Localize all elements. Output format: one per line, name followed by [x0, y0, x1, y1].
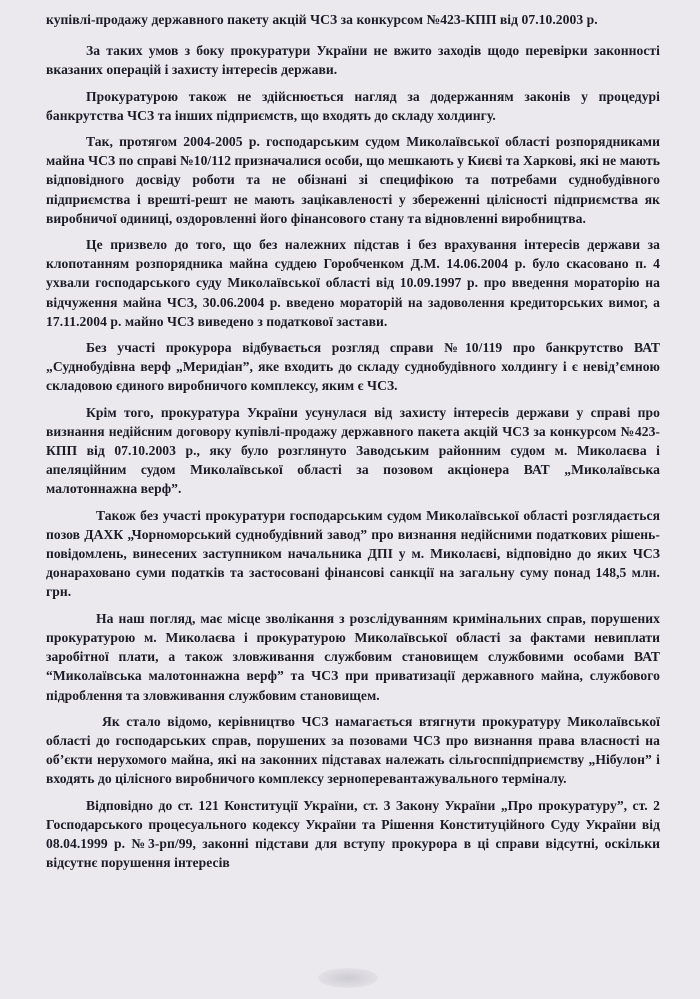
paragraph-11: Відповідно до ст. 121 Конституції України, ст. 3 Закону України „Про прокуратуру”, ст. 2 Господарського процесуального кодексу України та Рішення Конституційного Суду України від 08.04.1999 р. №3-рп/99, законні підстави для вступу прокурора в ці справи відсутні, оскільки відсутнє порушення інтересів: [46, 797, 660, 871]
paragraph-10: Як стало відомо, керівництво ЧСЗ намагається втягнути прокуратуру Миколаївської області до господарських справ, порушених за позовами ЧСЗ про визнання права власності на об’єкти нерухомого майна, які на законних підставах належать сільгосппідприємству „Нібулон” і входять до цілісного виробничого комплексу зерноперевантажувального терміналу.: [46, 713, 660, 787]
paragraph-9: На наш погляд, має місце зволікання з розслідуванням кримінальних справ, порушених прокуратурою м. Миколаєва і прокуратурою Миколаївської області за фактами невиплати заробітної плати, а також зловживання службовим становищем службовими особами ВАТ “Миколаївська малотоннажна верф” та ЧСЗ при приватизації державного майна, службового підроблення та зловживання службовим становищем.: [46, 610, 660, 703]
paragraph-8: Також без участі прокуратури господарським судом Миколаївської області розглядається позов ДАХК „Чорноморський суднобудівний завод” про визнання недійсними податкових рішень-повідомлень, винесених заступником начальника ДПІ у м. Миколаєві, відповідно до яких ЧСЗ донараховано суми податків та застосовані фінансові санкції на загальну суму понад 148,5 млн. грн.: [46, 507, 660, 600]
paragraph-4: Так, протягом 2004-2005 р. господарським судом Миколаївської області розпорядниками майна ЧСЗ по справі №10/112 призначалися особи, що мешкають у Києві та Харкові, які не мають відповідного досвіду роботи та не обізнані зі специфікою та потребами суднобудівного підприємства і врешті-решт не мають зацікавленості у збереженні цілісності підприємства як виробничої одиниці, оздоровленні його фінансового стану та відновленні виробництва.: [46, 134, 660, 226]
paragraph-7: Крім того, прокуратура України усунулася від захисту інтересів держави у справі про визнання недійсним договору купівлі-продажу державного пакета акцій ЧСЗ за конкурсом №423-КПП від 07.10.2003 р., яку було розглянуто Заводським районним судом м. Миколаєва і апеляційним судом Миколаївської області за позовом акціонера ВАТ „Миколаївська малотоннажна верф”.: [46, 404, 660, 497]
paragraph-1: купівлі-продажу державного пакету акцій ЧСЗ за конкурсом №423-КПП від 07.10.2003 р.: [46, 12, 598, 27]
paragraph-3: Прокуратурою також не здійснюється нагляд за додержанням законів у процедурі банкрутства ЧСЗ та інших підприємств, що входять до складу холдингу.: [46, 88, 660, 123]
scan-smudge: [318, 968, 378, 988]
paragraph-5: Це призвело до того, що без належних підстав і без врахування інтересів держави за клопотанням розпорядника майна суддею Горобченком Д.М. 14.06.2004 р. було скасовано п. 4 ухвали господарського суду Миколаївської області від 10.09.1997 р. про введення мораторію на відчуження майна ЧСЗ, 30.06.2004 р. введено мораторій на задоволення кредиторських вимог, а 17.11.2004 р. майно ЧСЗ виведено з податкової застави.: [46, 237, 660, 329]
paragraph-6: Без участі прокурора відбувається розгляд справи №10/119 про банкрутство ВАТ „Суднобудівна верф „Меридіан”, яке входить до складу суднобудівного холдингу і є невід’ємною складовою єдиного виробничого комплексу, яким є ЧСЗ.: [46, 340, 660, 394]
paragraph-2: За таких умов з боку прокуратури України не вжито заходів щодо перевірки законності вказаних операцій і захисту інтересів держави.: [46, 43, 660, 78]
